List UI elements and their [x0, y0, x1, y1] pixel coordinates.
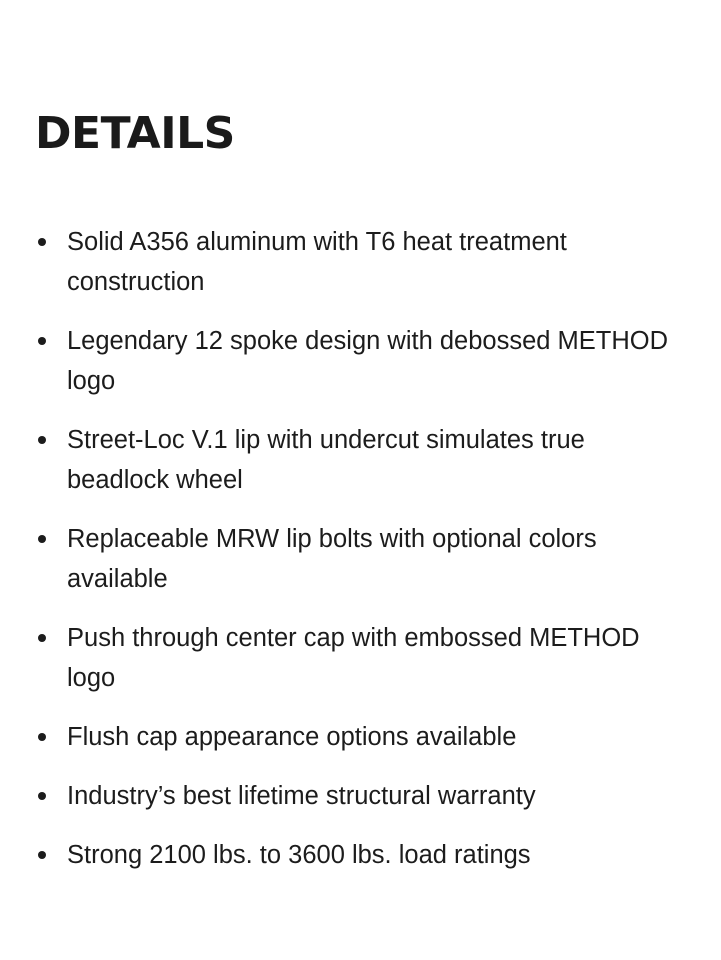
feature-text: Flush cap appearance options available: [67, 723, 517, 751]
feature-item: [35, 835, 675, 875]
feature-item: [35, 717, 675, 757]
feature-text: Industry’s best lifetime structural warranty: [67, 782, 536, 810]
bullet-icon: [38, 238, 46, 246]
bullet-icon: [38, 792, 46, 800]
feature-item: [35, 776, 675, 816]
bullet-icon: [38, 337, 46, 345]
bullet-icon: [38, 634, 46, 642]
feature-item: [35, 321, 675, 401]
section-title: DETAILS: [35, 108, 235, 159]
feature-item: [35, 222, 675, 302]
bullet-icon: [38, 733, 46, 741]
feature-item: [35, 519, 675, 599]
bullet-icon: [38, 851, 46, 859]
feature-text: Replaceable MRW lip bolts with optional colors available: [67, 525, 597, 593]
feature-list: [35, 222, 675, 875]
bullet-icon: [38, 535, 46, 543]
feature-item: [35, 420, 675, 500]
bullet-icon: [38, 436, 46, 444]
feature-text: Legendary 12 spoke design with debossed METHOD logo: [67, 327, 669, 395]
feature-text: Street-Loc V.1 lip with undercut simulates true beadlock wheel: [67, 426, 585, 494]
feature-item: [35, 618, 675, 698]
feature-text: Strong 2100 lbs. to 3600 lbs. load ratings: [67, 841, 531, 869]
feature-text: Solid A356 aluminum with T6 heat treatment construction: [67, 228, 567, 296]
details-section: [35, 104, 675, 875]
feature-text: Push through center cap with embossed METHOD logo: [67, 624, 640, 692]
